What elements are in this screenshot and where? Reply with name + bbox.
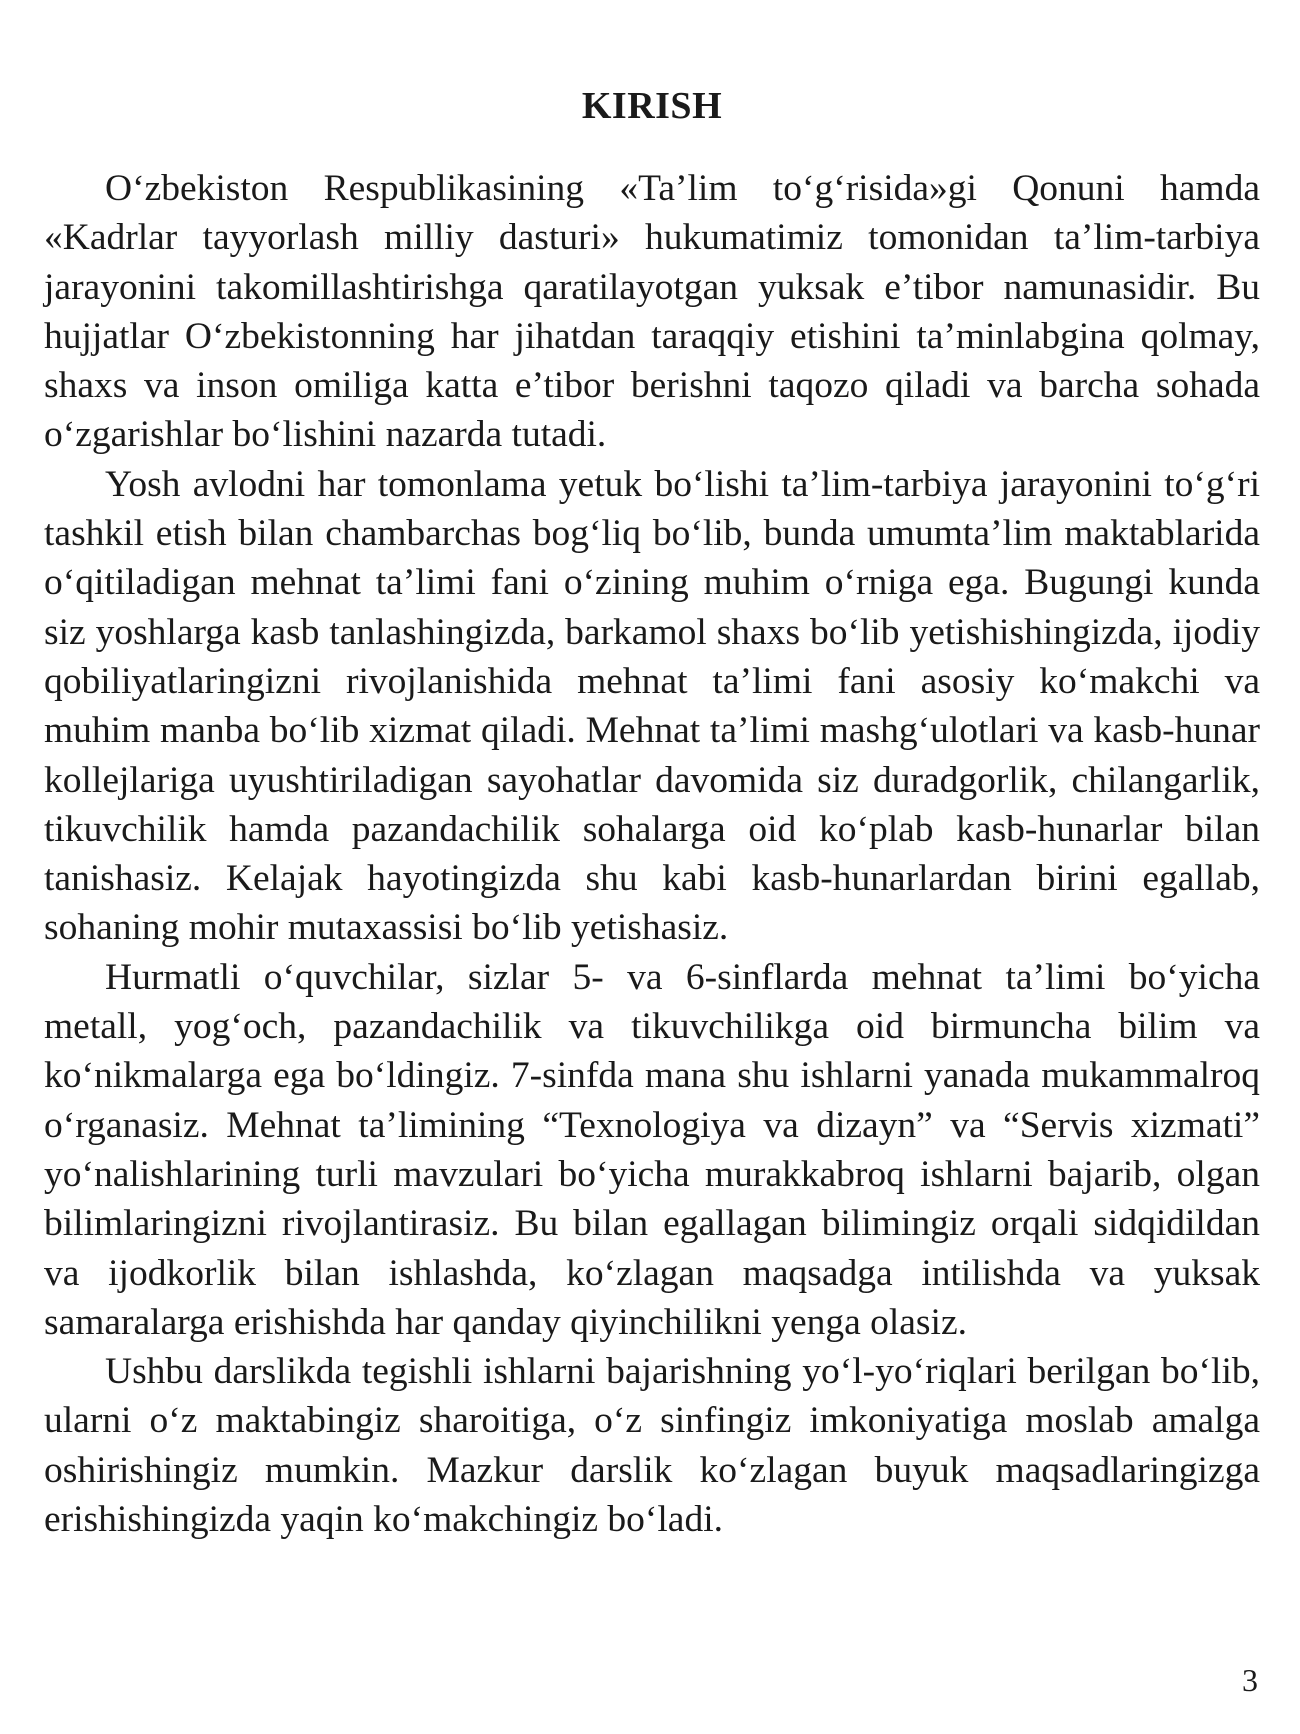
- page-title: KIRISH: [581, 85, 723, 127]
- paragraph-4: Ushbu darslikda tegishli ishlarni bajarishning yo‘l-yo‘riqlari berilgan bo‘lib, ularni o‘z maktabingiz sharoitiga, o‘z sinfingiz imkoniyatiga moslab amalga oshirishingiz mumkin. Mazkur darslik ko‘zlagan buyuk maqsadlaringizga erishishingizda yaqin ko‘makchingiz bo‘ladi.: [44, 1351, 1260, 1541]
- body-text: [44, 164, 1260, 1544]
- page-number: 3: [1242, 1662, 1258, 1698]
- document-page: [44, 0, 1260, 1544]
- paragraph-3: Hurmatli o‘quvchilar, sizlar 5- va 6-sinflarda mehnat ta’limi bo‘yicha metall, yog‘och, pazandachilik va tikuvchilikga oid birmuncha bilim va ko‘nikmalarga ega bo‘ldingiz. 7-sinfda mana shu ishlarni yanada mukammalroq o‘rganasiz. Mehnat ta’limining “Texnologiya va dizayn” va “Servis xizmati” yo‘nalishlarining turli mavzulari bo‘yicha murakkabroq ishlarni bajarib, olgan bilimlaringizni rivojlantirasiz. Bu bilan egallagan bilimingiz orqali sidqidildan va ijodkorlik bilan ishlashda, ko‘zlagan maqsadga intilishda va yuksak samaralarga erishishda har qanday qiyinchilikni yenga olasiz.: [44, 956, 1260, 1343]
- paragraph-2: Yosh avlodni har tomonlama yetuk bo‘lishi ta’lim-tarbiya jarayonini to‘g‘ri tashkil etish bilan chambarchas bog‘liq bo‘lib, bunda umumta’lim maktablarida o‘qitiladigan mehnat ta’limi fani o‘zining muhim o‘rniga ega. Bugungi kunda siz yoshlarga kasb tanlashingizda, barkamol shaxs bo‘lib yetishishingizda, ijodiy qobiliyatlaringizni rivojlanishida mehnat ta’limi fani asosiy ko‘makchi va muhim manba bo‘lib xizmat qiladi. Mehnat ta’limi mashg‘ulotlari va kasb-hunar kollejlariga uyushtiriladigan sayohatlar davomida siz duradgorlik, chilangarlik, tikuvchilik hamda pazandachilik sohalarga oid ko‘plab kasb-hunarlar bilan tanishasiz. Kelajak hayotingizda shu kabi kasb-hunarlardan birini egallab, sohaning mohir mutaxassisi bo‘lib yetishasiz.: [44, 463, 1260, 949]
- paragraph-1: O‘zbekiston Respublikasining «Ta’lim to‘g‘risida»gi Qonuni hamda «Kadrlar tayyorlash milliy dasturi» hukumatimiz tomonidan ta’lim-tarbiya jarayonini takomillashtirishga qaratilayotgan yuksak e’tibor namunasidir. Bu hujjatlar O‘zbekistonning har jihatdan taraqqiy etishini ta’minlabgina qolmay, shaxs va inson omiliga katta e’tibor berishni taqozo qiladi va barcha sohada o‘zgarishlar bo‘lishini nazarda tutadi.: [44, 168, 1260, 456]
